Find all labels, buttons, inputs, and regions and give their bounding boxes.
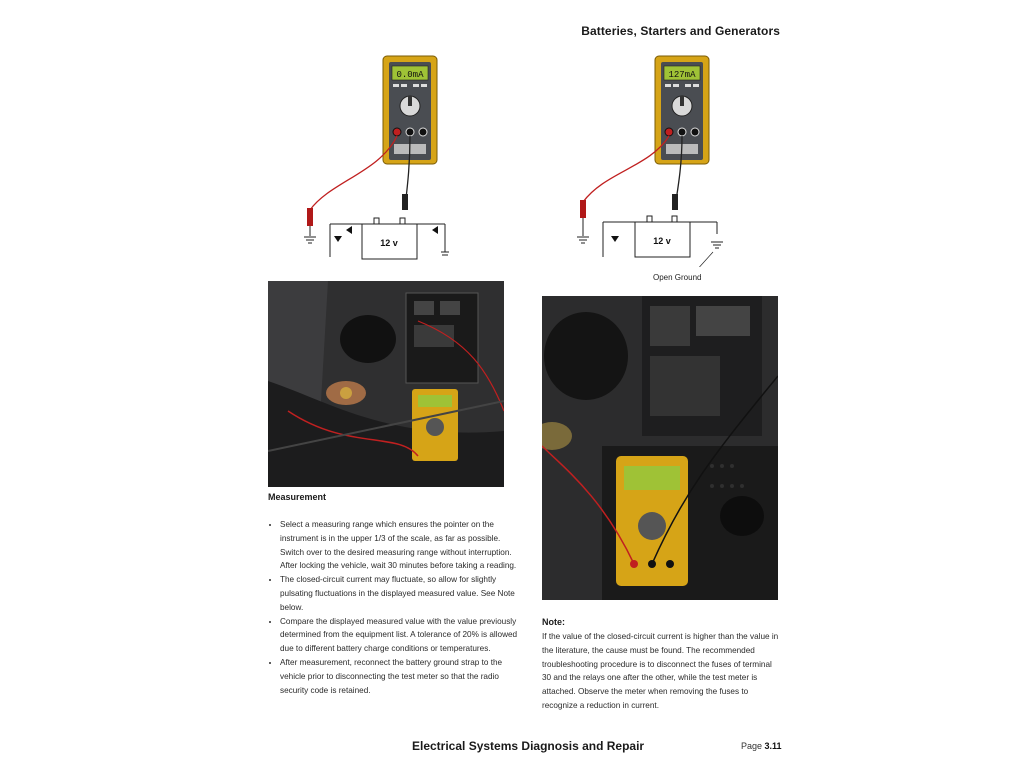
open-ground-label: Open Ground [653, 273, 702, 282]
left-battery-label: 12 v [380, 238, 398, 248]
page-number [741, 741, 782, 751]
left-circuit-diagram [290, 52, 490, 267]
page-number-value: 3.11 [764, 741, 782, 751]
right-meter-display: 127mA [668, 70, 696, 80]
book-title: Electrical Systems Diagnosis and Repair [412, 739, 645, 753]
measurement-bullet-list [268, 518, 520, 697]
measurement-bullet: • After measurement, reconnect the battery ground strap to the vehicle prior to disconnecting the test meter so that the radio security code is retained. [280, 656, 520, 697]
right-battery-label: 12 v [653, 236, 671, 246]
page-prefix: Page [741, 741, 763, 751]
measurement-bullet: • Select a measuring range which ensures the pointer on the instrument is in the upper 1/3 of the scale, as far as possible. Switch over to the desired measuring range without interruption. After locking the vehicle, wait 30 minutes before taking a reading. [280, 518, 520, 573]
measurement-heading: Measurement [268, 492, 327, 502]
note-heading: Note: [542, 617, 565, 627]
measurement-bullet: • The closed-circuit current may fluctuate, so allow for slightly pulsating fluctuations in the displayed measured value. See Note below. [280, 573, 520, 614]
measurement-bullet: • Compare the displayed measured value with the value previously determined from the equipment list. A tolerance of 20% is allowed due to different battery charge conditions or temperatures. [280, 615, 520, 656]
note-body: If the value of the closed-circuit current is higher than the value in the literature, the cause must be found. The recommended troubleshooting procedure is to disconnect the fuses of terminal 30 and the relays one after the other, while the test meter is attached. Observe the meter when removing the fuses to recognize a reduction in current. [542, 632, 779, 710]
right-photo [542, 296, 778, 600]
left-meter-display: 0.0mA [396, 70, 424, 80]
right-circuit-diagram [565, 52, 765, 267]
chapter-title: Batteries, Starters and Generators [581, 24, 780, 38]
left-photo [268, 281, 504, 487]
